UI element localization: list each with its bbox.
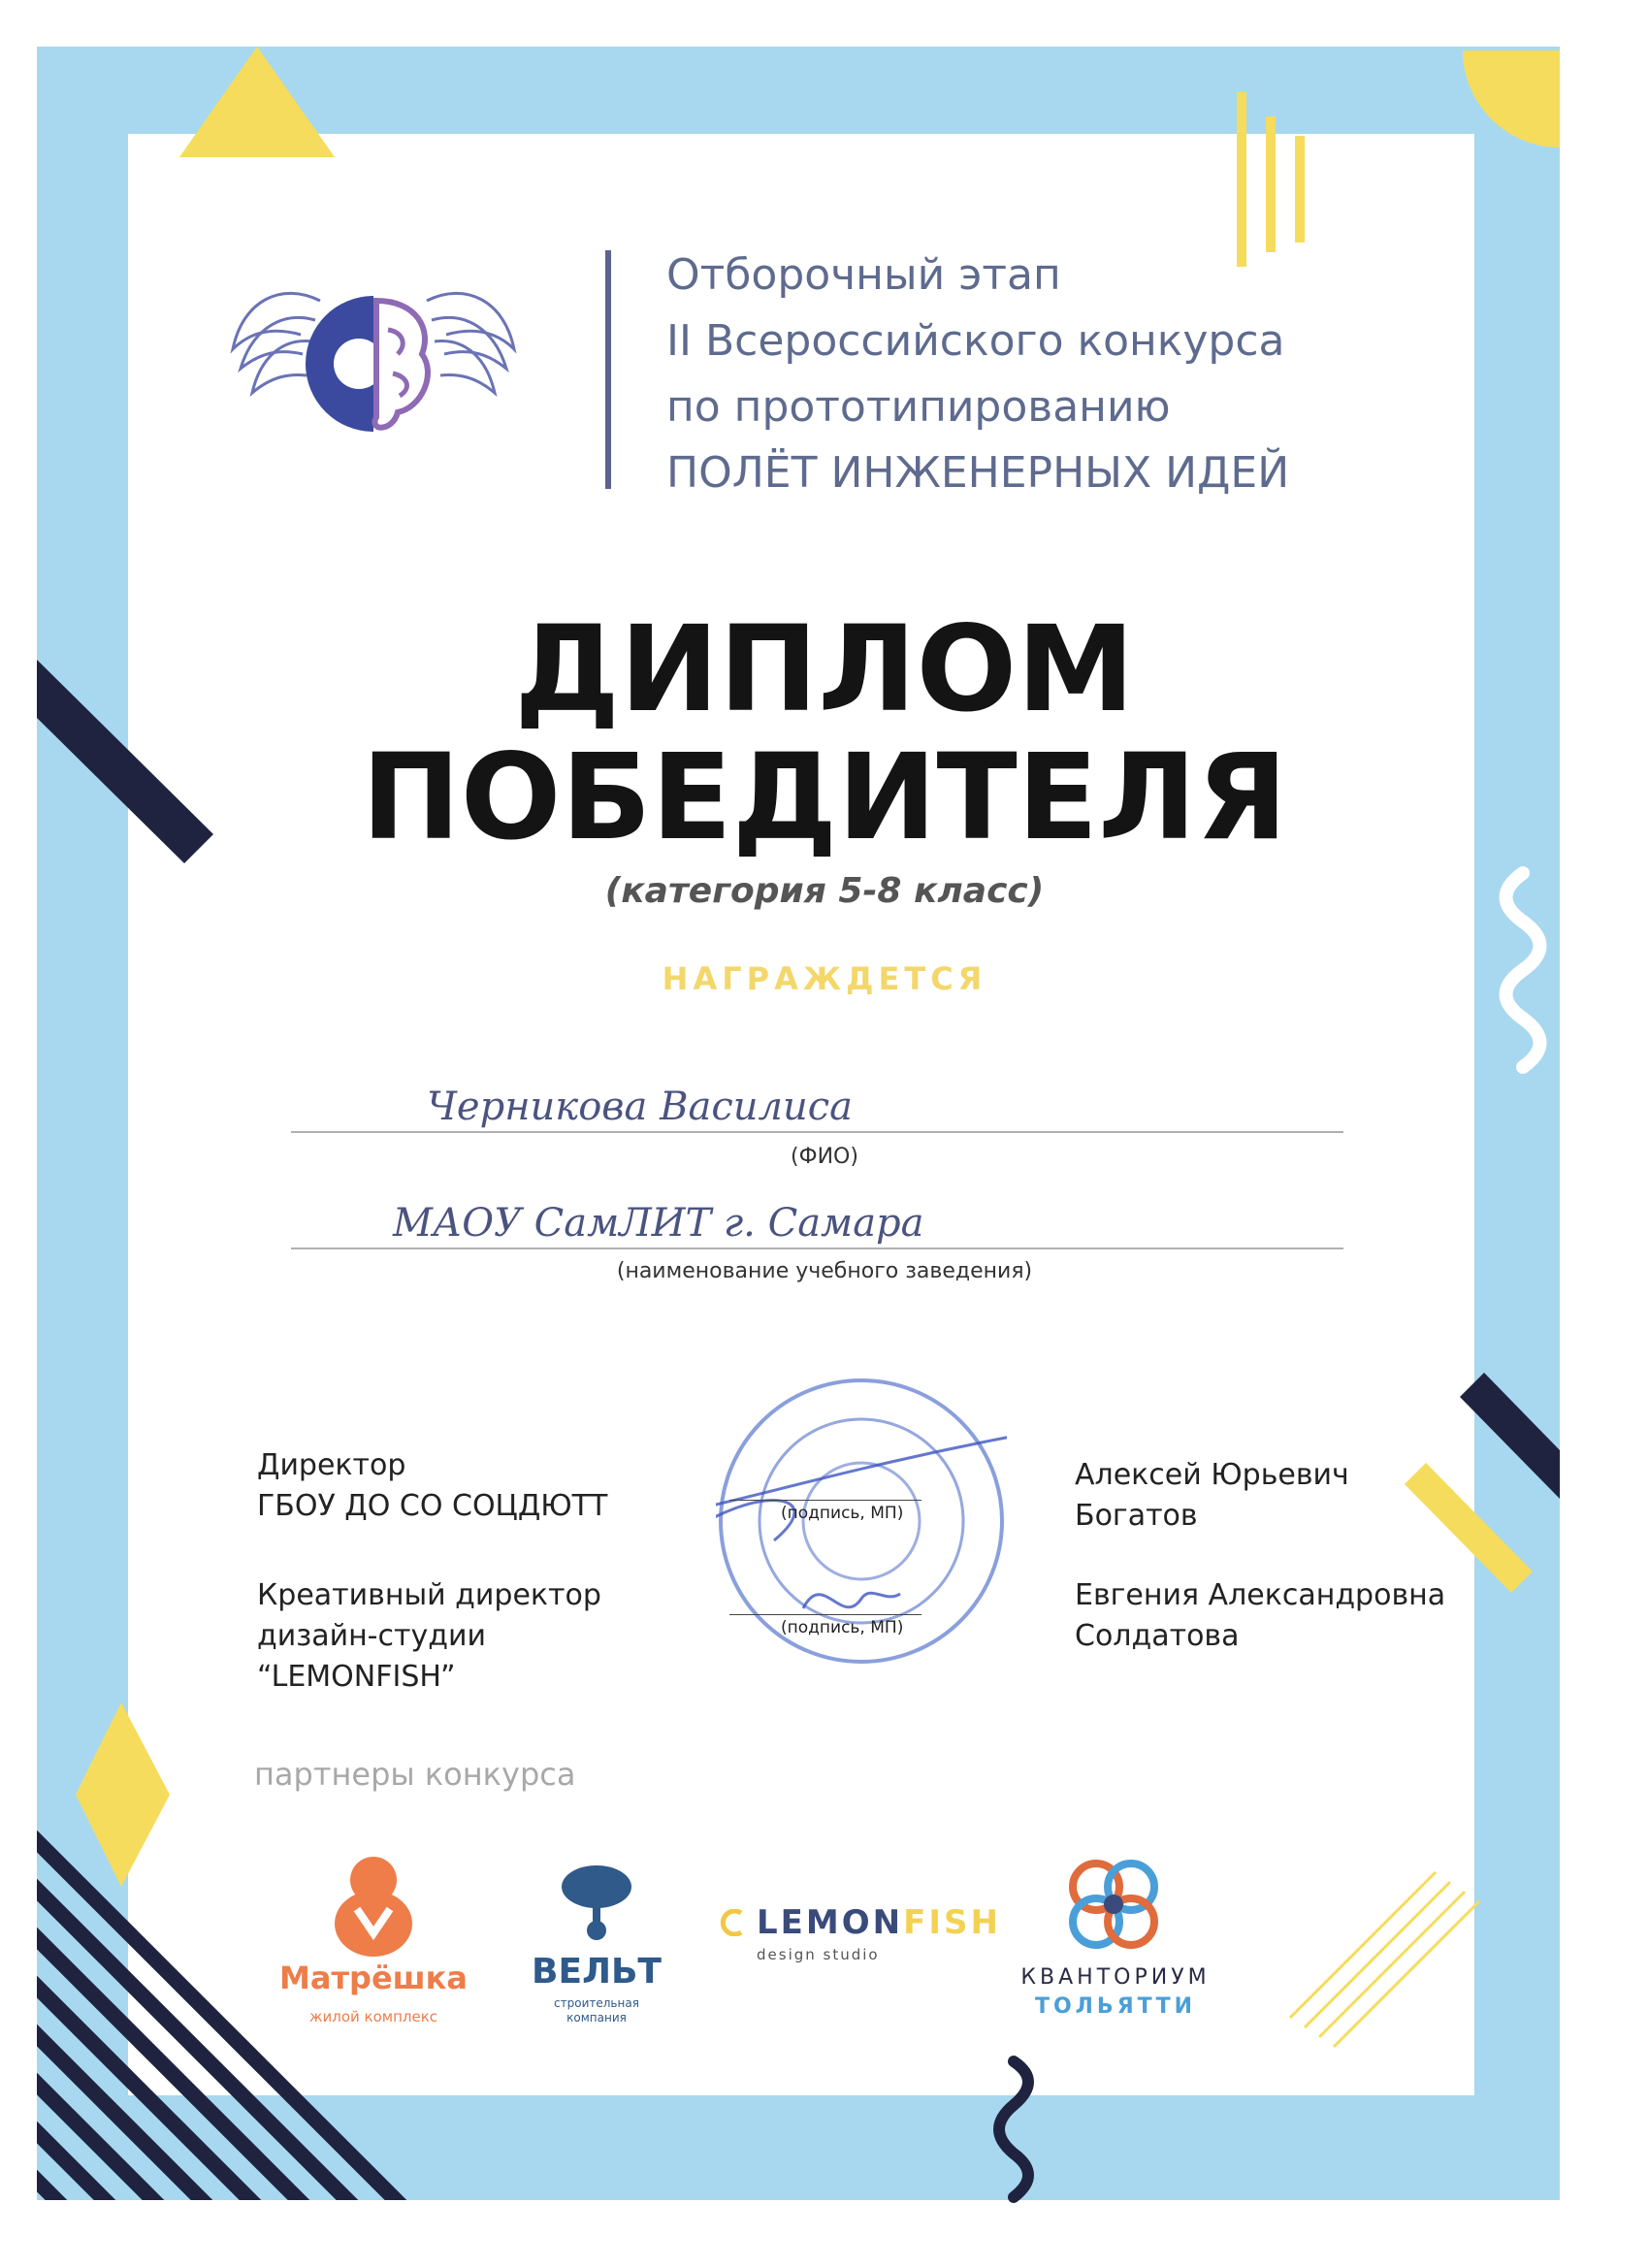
lemonfish-name-b: FISH — [903, 1903, 1001, 1942]
signature-caption: (подпись, МП) — [781, 1504, 904, 1523]
signature-caption: (подпись, МП) — [781, 1618, 904, 1637]
navy-diagonal-right — [1460, 1373, 1560, 1499]
creative-name-line: Евгения Александровна — [1075, 1578, 1446, 1612]
header-divider — [605, 250, 611, 489]
navy-squiggle-bottom — [999, 2061, 1028, 2197]
director-title-line: Директор — [257, 1448, 406, 1482]
director-title-line: ГБОУ ДО СО СОЦДЮТТ — [257, 1489, 608, 1523]
contest-logo-icon — [223, 262, 524, 466]
creative-director-name — [1075, 1575, 1445, 1657]
yellow-hatching — [1290, 1872, 1479, 2047]
signature-line — [729, 1500, 922, 1501]
yellow-bar — [1266, 116, 1276, 252]
creative-title-line: дизайн-студии — [257, 1619, 486, 1653]
yellow-bar — [1295, 136, 1305, 243]
diploma-subtitle: ПОБЕДИТЕЛЯ — [361, 729, 1288, 866]
yellow-semicircle-top — [1463, 50, 1560, 147]
lemonfish-sub: design studio — [757, 1946, 880, 1963]
header-line: Отборочный этап — [666, 250, 1061, 300]
velt-tree-icon — [558, 1863, 635, 1940]
signature-line — [729, 1614, 922, 1615]
velt-sub: строительная — [554, 1996, 639, 2010]
matryoshka-sub: жилой комплекс — [308, 2008, 438, 2025]
director-name-line: Алексей Юрьевич — [1075, 1458, 1349, 1492]
recipient-name: Черникова Василиса — [427, 1085, 854, 1129]
director-name — [1075, 1455, 1349, 1537]
contest-header — [666, 243, 1289, 506]
director-name-line: Богатов — [1075, 1499, 1198, 1533]
header-line: ПОЛЁТ ИНЖЕНЕРНЫХ ИДЕЙ — [666, 448, 1290, 498]
partners-title: партнеры конкурса — [254, 1756, 576, 1793]
name-caption: (ФИО) — [791, 1145, 858, 1169]
creative-title-line: “LEMONFISH” — [257, 1660, 456, 1694]
school-caption: (наименование учебного заведения) — [616, 1259, 1033, 1283]
creative-director-title — [257, 1575, 601, 1698]
velt-sub: компания — [566, 2011, 627, 2025]
lemonfish-logo-icon — [720, 1909, 749, 1936]
awarded-label: НАГРАЖДЕТСЯ — [662, 960, 987, 997]
creative-title-line: Креативный директор — [257, 1578, 601, 1612]
lemonfish-name — [757, 1903, 1001, 1942]
lemonfish-name-a: LEMON — [757, 1903, 904, 1942]
yellow-triangle-top — [179, 47, 335, 157]
header-line: II Всероссийского конкурса — [666, 316, 1285, 366]
name-line — [291, 1131, 1343, 1133]
school-name: МАОУ СамЛИТ г. Самара — [393, 1201, 924, 1246]
yellow-bar — [1237, 92, 1246, 267]
kvantorium-logo-icon — [1067, 1858, 1160, 1951]
header-line: по прототипированию — [666, 382, 1171, 432]
kvantorium-name: КВАНТОРИУМ — [1020, 1965, 1211, 1990]
velt-name: ВЕЛЬТ — [532, 1952, 662, 1992]
school-line — [291, 1247, 1343, 1249]
category-label: (категория 5-8 класс) — [604, 871, 1045, 911]
diploma-title: ДИПЛОМ — [514, 600, 1135, 738]
kvantorium-sub: ТОЛЬЯТТИ — [1034, 1994, 1197, 2019]
matryoshka-logo-icon — [330, 1851, 417, 1958]
creative-name-line: Солдатова — [1075, 1619, 1240, 1653]
director-title — [257, 1445, 607, 1527]
yellow-diagonal-right — [1405, 1463, 1533, 1593]
matryoshka-name: Матрёшка — [279, 1960, 468, 1996]
yellow-diamond-left — [76, 1702, 170, 1887]
